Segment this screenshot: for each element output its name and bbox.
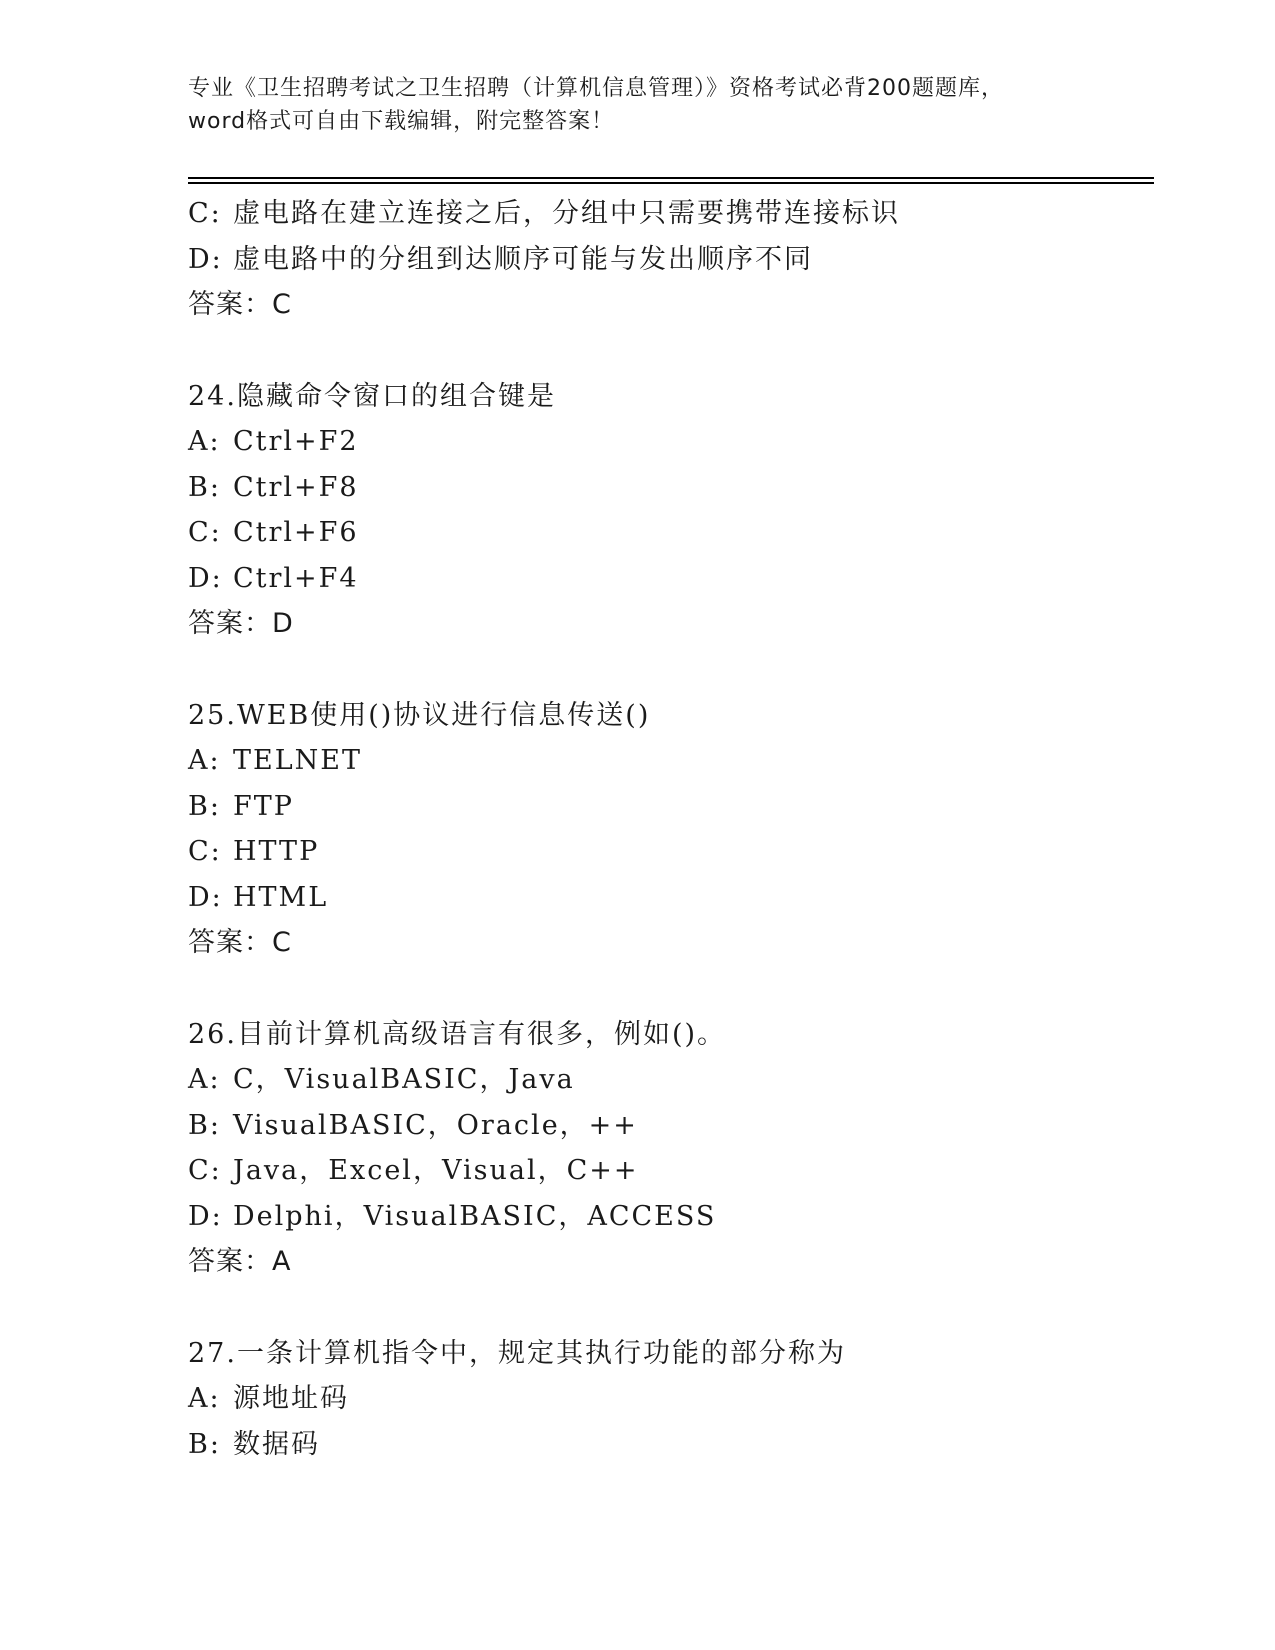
answer-line: 答案：D	[188, 608, 294, 639]
header-line-1: 专业《卫生招聘考试之卫生招聘（计算机信息管理）》资格考试必背200题题库，	[188, 76, 1004, 101]
option-c: C: Java，Excel，Visual，C++	[188, 1155, 639, 1186]
option-d: D: HTML	[188, 881, 329, 913]
question-24	[188, 374, 1148, 647]
answer-line: 答案：C	[188, 289, 292, 320]
header-divider-top	[188, 177, 1154, 179]
option-d: D: Delphi，VisualBASIC，ACCESS	[188, 1200, 717, 1232]
answer-line: 答案：A	[188, 1246, 292, 1277]
option-b: B: 数据码	[188, 1428, 320, 1460]
question-stem: 26.目前计算机高级语言有很多，例如()。	[188, 1018, 727, 1050]
option-c: C: 虚电路在建立连接之后，分组中只需要携带连接标识	[188, 198, 900, 229]
option-a: A: Ctrl+F2	[188, 426, 359, 457]
answer-line: 答案：C	[188, 927, 292, 958]
option-c: C: HTTP	[188, 836, 320, 867]
question-25	[188, 693, 1148, 966]
question-list	[188, 191, 1148, 1467]
question-stem: 27.一条计算机指令中，规定其执行功能的部分称为	[188, 1337, 846, 1369]
header-line-2: word格式可自由下载编辑，附完整答案！	[188, 109, 615, 134]
option-a: A: 源地址码	[188, 1383, 349, 1414]
question-stem: 25.WEB使用()协议进行信息传送()	[188, 699, 651, 731]
document-header	[188, 72, 1088, 138]
option-b: B: VisualBASIC，Oracle，++	[188, 1109, 638, 1141]
question-26	[188, 1012, 1148, 1285]
question-27	[188, 1331, 1148, 1468]
option-d: D: 虚电路中的分组到达顺序可能与发出顺序不同	[188, 243, 813, 275]
option-b: B: FTP	[188, 790, 294, 822]
option-b: B: Ctrl+F8	[188, 471, 359, 503]
question-stem: 24.隐藏命令窗口的组合键是	[188, 380, 556, 412]
option-a: A: TELNET	[188, 745, 362, 776]
option-c: C: Ctrl+F6	[188, 517, 359, 548]
option-d: D: Ctrl+F4	[188, 562, 359, 594]
header-divider-bottom	[188, 182, 1154, 184]
previous-question-tail	[188, 191, 1148, 328]
option-a: A: C，VisualBASIC，Java	[188, 1064, 575, 1095]
